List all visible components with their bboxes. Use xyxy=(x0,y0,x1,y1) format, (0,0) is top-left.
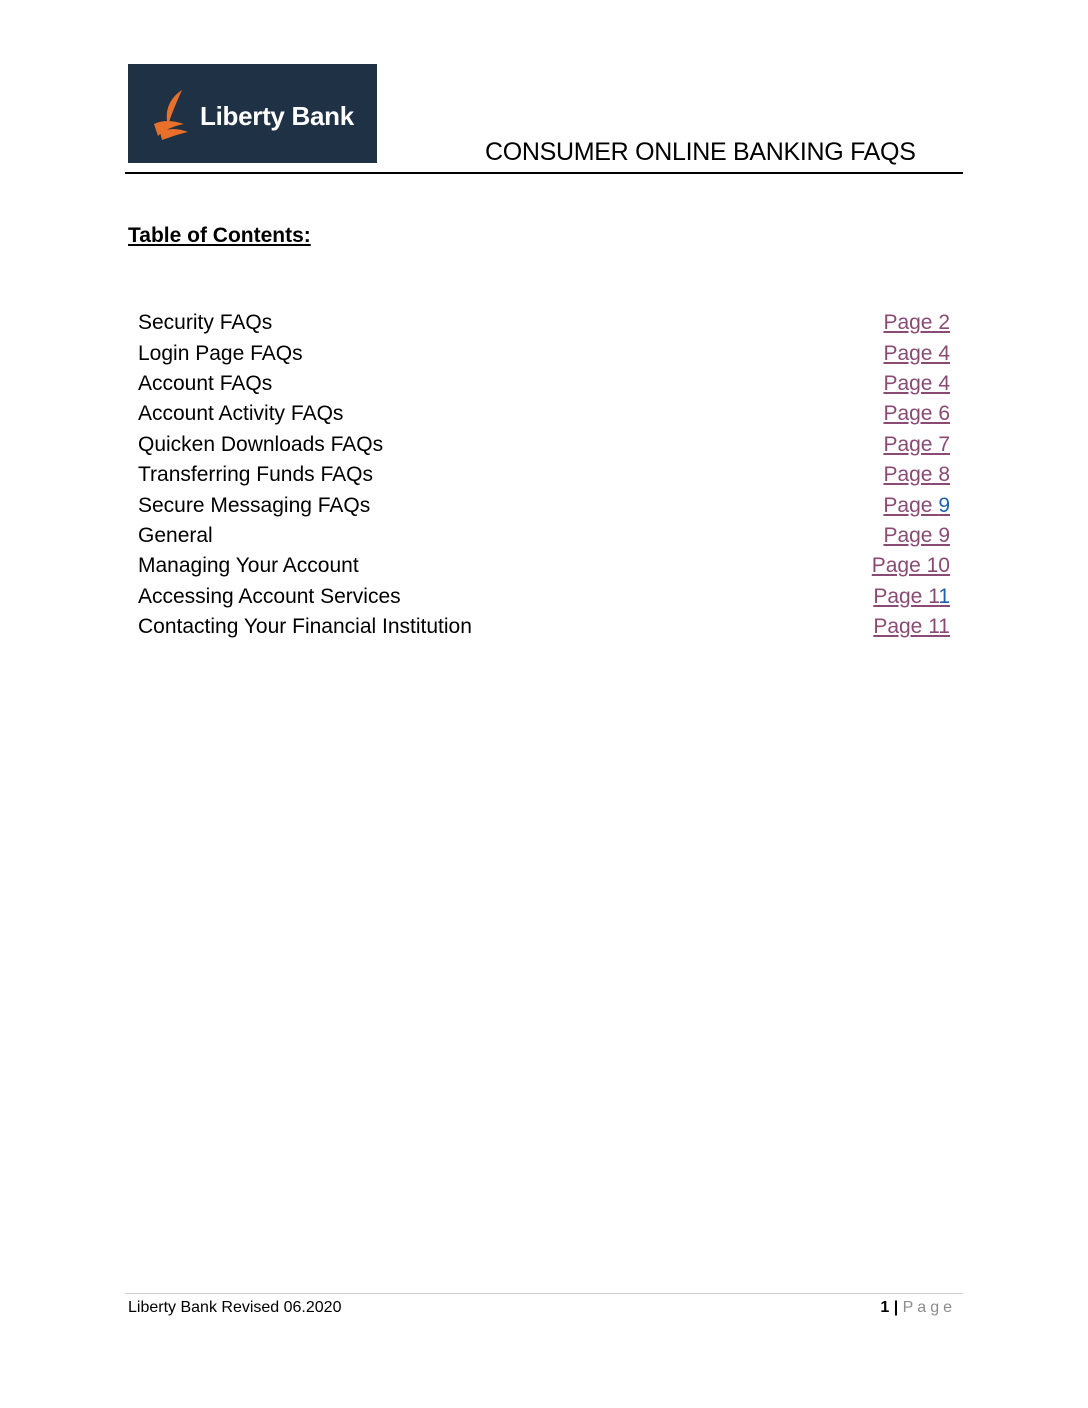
toc-page-link[interactable]: Page 6 xyxy=(883,402,950,426)
toc-entry-label: General xyxy=(138,523,213,547)
toc-entry-label: Managing Your Account xyxy=(138,554,359,578)
footer-page-number: 1 xyxy=(880,1299,890,1316)
toc-page-link[interactable]: Page 8 xyxy=(883,463,950,487)
toc-page-link[interactable] xyxy=(873,585,950,609)
toc-page-link[interactable]: Page 10 xyxy=(871,554,950,578)
toc-entry-contacting-institution xyxy=(138,612,950,642)
toc-entry-login-page xyxy=(138,338,950,368)
toc-entry-transferring-funds xyxy=(138,460,950,490)
logo-text: Liberty Bank xyxy=(200,101,354,131)
toc-entry-label: Accessing Account Services xyxy=(138,584,401,608)
toc-page-link[interactable]: Page 2 xyxy=(883,311,950,335)
toc-entry-general xyxy=(138,521,950,551)
toc-entry-label: Account Activity FAQs xyxy=(138,402,344,426)
toc-page-link[interactable]: Page 4 xyxy=(883,341,950,365)
toc-entry-accessing-services xyxy=(138,582,950,612)
toc-entry-label: Security FAQs xyxy=(138,311,273,335)
toc-link-prefix: Page xyxy=(883,493,939,517)
footer-separator: | xyxy=(893,1299,899,1316)
header-divider xyxy=(125,172,963,174)
toc-entry-security xyxy=(138,308,950,338)
toc-entry-account-activity xyxy=(138,399,950,429)
footer-page-indicator xyxy=(880,1299,956,1317)
toc-entry-managing-account xyxy=(138,551,950,581)
toc-link-suffix: 1 xyxy=(938,584,950,608)
toc-page-link[interactable]: Page 11 xyxy=(873,615,950,639)
toc-page-link[interactable]: Page 9 xyxy=(883,523,950,547)
toc-entry-quicken-downloads xyxy=(138,430,950,460)
toc-entry-label: Quicken Downloads FAQs xyxy=(138,432,384,456)
footer-page-word: Page xyxy=(902,1299,956,1316)
toc-link-suffix: 9 xyxy=(938,493,950,517)
toc-link-prefix: Page 1 xyxy=(873,584,939,608)
toc-heading: Table of Contents: xyxy=(128,224,311,247)
toc-list xyxy=(138,308,950,642)
toc-page-link[interactable] xyxy=(883,494,950,518)
toc-entry-label: Transferring Funds FAQs xyxy=(138,463,373,487)
toc-entry-secure-messaging xyxy=(138,490,950,520)
toc-entry-account xyxy=(138,369,950,399)
toc-page-link[interactable]: Page 7 xyxy=(883,432,950,456)
toc-entry-label: Contacting Your Financial Institution xyxy=(138,615,472,639)
toc-entry-label: Login Page FAQs xyxy=(138,341,303,365)
flame-wing-icon xyxy=(152,88,192,140)
footer-divider xyxy=(125,1293,963,1294)
toc-entry-label: Secure Messaging FAQs xyxy=(138,493,371,517)
toc-entry-label: Account FAQs xyxy=(138,371,273,395)
footer-revision: Liberty Bank Revised 06.2020 xyxy=(128,1299,342,1316)
liberty-bank-logo xyxy=(128,64,377,163)
toc-page-link[interactable]: Page 4 xyxy=(883,371,950,395)
document-title: CONSUMER ONLINE BANKING FAQS xyxy=(485,138,916,166)
